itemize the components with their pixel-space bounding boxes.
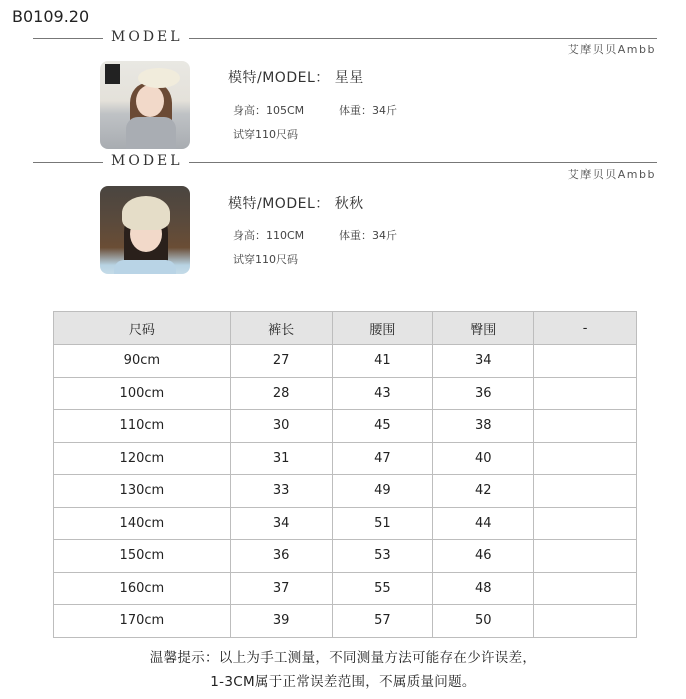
model-name: 星星 — [334, 70, 364, 86]
product-code: B0109.20 — [12, 7, 90, 26]
model-tried-size-1: 试穿110尺码 — [233, 128, 298, 141]
model-name-line-2 — [228, 193, 364, 213]
model-name-line-1 — [228, 67, 364, 87]
header-empty: - — [534, 312, 637, 345]
table-row: 110cm 30 45 38 — [54, 410, 637, 443]
model-photo-2 — [100, 186, 190, 274]
model-photo-1 — [100, 61, 190, 149]
divider-line — [189, 38, 657, 39]
divider-line — [33, 38, 103, 39]
size-table — [53, 311, 637, 638]
model-tried-size-2: 试穿110尺码 — [233, 253, 298, 266]
section-label: MODEL — [111, 153, 183, 169]
model-weight-1: 体重：34斤 — [339, 104, 397, 117]
section-label: MODEL — [111, 29, 183, 45]
table-row: 130cm 33 49 42 — [54, 475, 637, 508]
table-row: 90cm 27 41 34 — [54, 345, 637, 378]
divider-line — [189, 162, 657, 163]
brand-label: 艾摩贝贝Ambb — [567, 43, 656, 56]
header-pant-length: 裤长 — [230, 312, 332, 345]
measurement-note-line-2: 1-3CM属于正常误差范围，不属质量问题。 — [210, 674, 476, 690]
table-row: 160cm 37 55 48 — [54, 572, 637, 605]
header-size: 尺码 — [54, 312, 231, 345]
measurement-note-line-1: 温馨提示：以上为手工测量，不同测量方法可能存在少许误差， — [149, 650, 537, 666]
model-height-1: 身高：105CM — [233, 104, 305, 117]
brand-label: 艾摩贝贝Ambb — [567, 168, 656, 181]
table-row: 140cm 34 51 44 — [54, 507, 637, 540]
table-row: 150cm 36 53 46 — [54, 540, 637, 573]
model-name-label: 模特/MODEL： — [228, 196, 330, 212]
table-row: 170cm 39 57 50 — [54, 605, 637, 638]
header-hip: 臀围 — [433, 312, 534, 345]
model-height-2: 身高：110CM — [233, 229, 305, 242]
model-name-label: 模特/MODEL： — [228, 70, 330, 86]
model-name: 秋秋 — [334, 196, 364, 212]
table-row: 100cm 28 43 36 — [54, 377, 637, 410]
model-weight-2: 体重：34斤 — [339, 229, 397, 242]
header-waist: 腰围 — [332, 312, 433, 345]
table-row: 120cm 31 47 40 — [54, 442, 637, 475]
table-header-row — [54, 312, 637, 345]
divider-line — [33, 162, 103, 163]
